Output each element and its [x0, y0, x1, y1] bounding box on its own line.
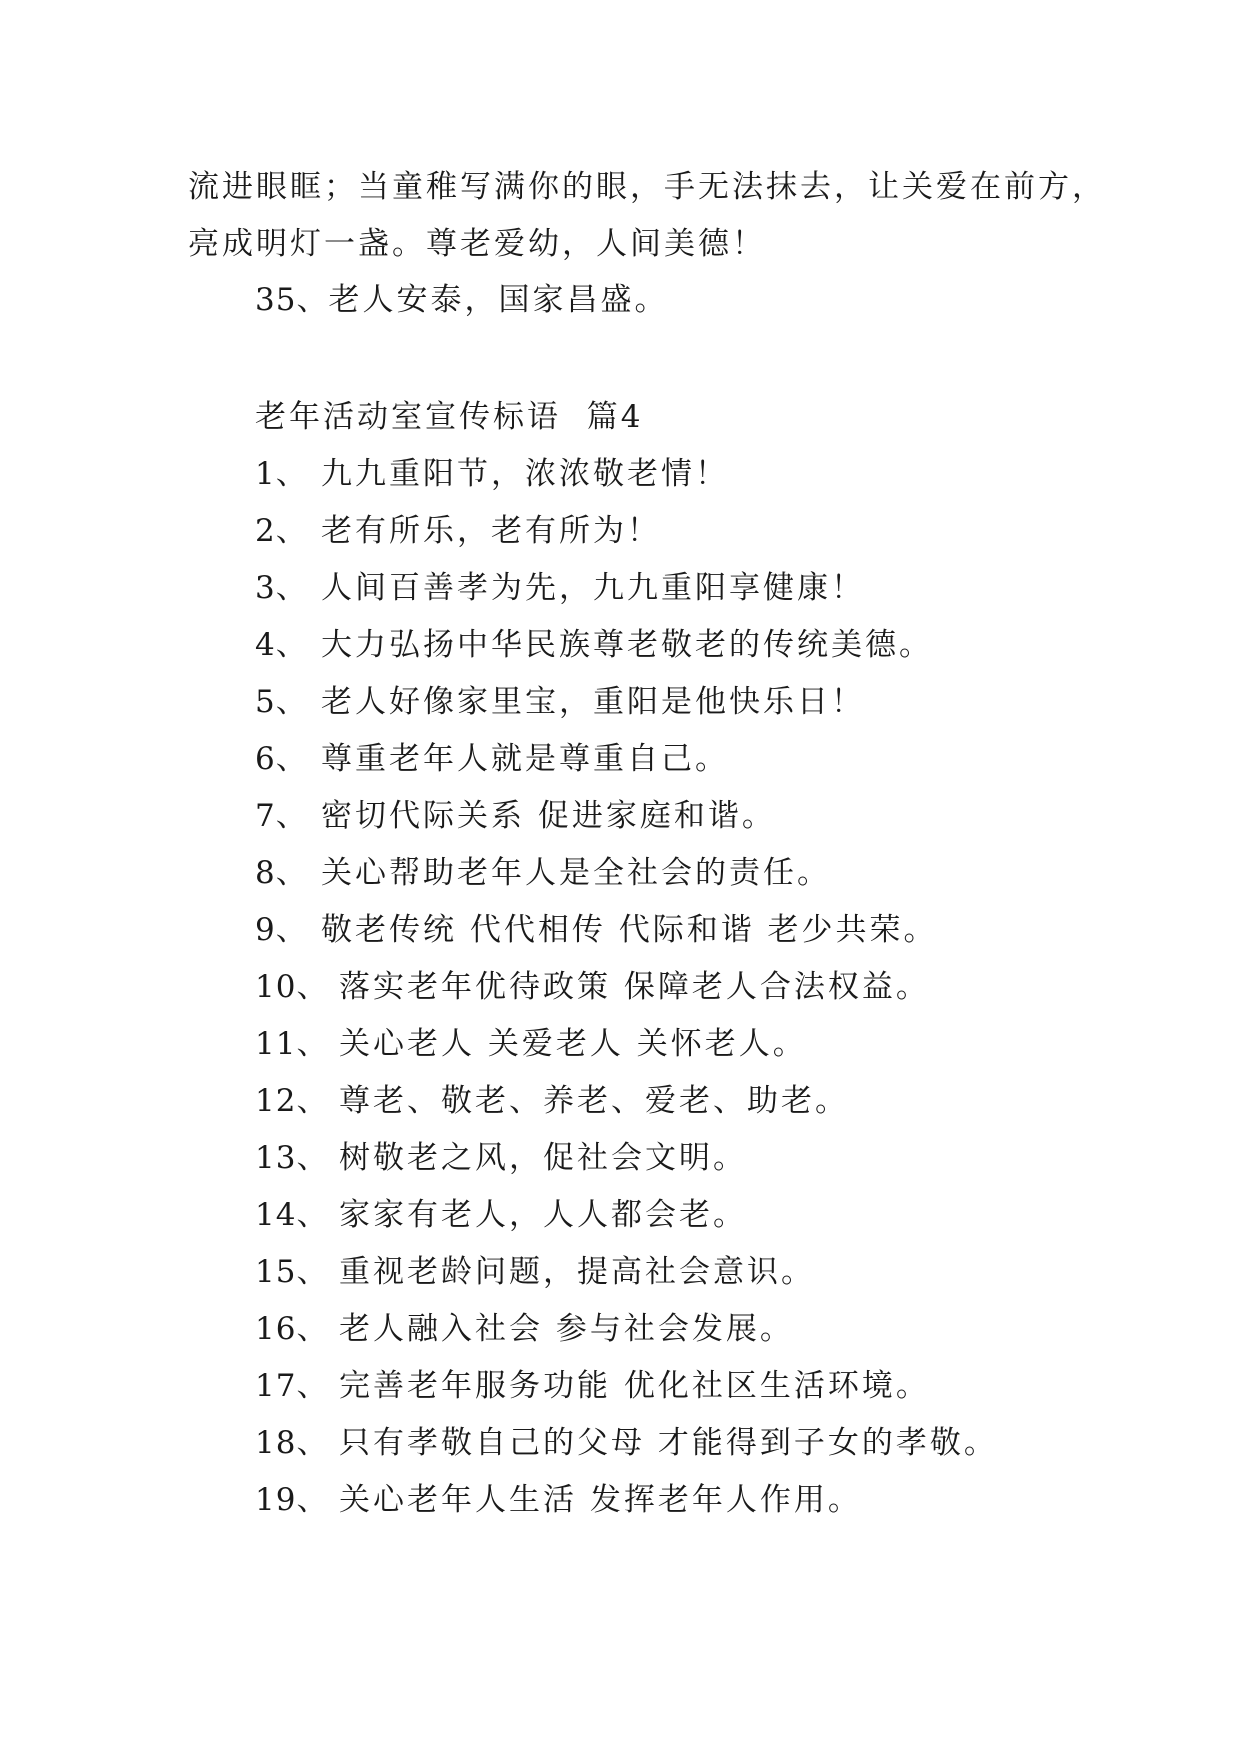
item-number: 2、	[255, 513, 308, 549]
item-number: 18、	[255, 1425, 329, 1461]
list-item	[255, 1024, 807, 1064]
list-item	[255, 625, 933, 665]
item-text: 尊重老年人就是尊重自己。	[321, 741, 729, 777]
item-text: 尊老、敬老、养老、爱老、助老。	[339, 1083, 849, 1119]
item-text: 落实老年优待政策 保障老人合法权益。	[339, 969, 930, 1005]
item-text: 重视老龄问题，提高社会意识。	[339, 1254, 815, 1290]
item-text: 老人融入社会 参与社会发展。	[339, 1311, 794, 1347]
intro-line-2: 亮成明灯一盏。尊老爱幼，人间美德！	[188, 226, 766, 262]
list-item	[255, 1309, 794, 1349]
item-number: 10、	[255, 969, 329, 1005]
item-text: 关心老人 关爱老人 关怀老人。	[339, 1026, 807, 1062]
item-number: 15、	[255, 1254, 329, 1290]
item-number: 8、	[255, 855, 308, 891]
list-item	[255, 796, 776, 836]
item-number: 1、	[255, 456, 308, 492]
item-text: 完善老年服务功能 优化社区生活环境。	[339, 1368, 930, 1404]
list-item	[255, 1138, 747, 1178]
list-item	[255, 910, 938, 950]
list-item	[255, 568, 865, 608]
list-item	[255, 1195, 747, 1235]
item-number: 11、	[255, 1026, 329, 1062]
item-number: 7、	[255, 798, 308, 834]
item-number: 16、	[255, 1311, 329, 1347]
list-item	[255, 1366, 930, 1406]
item-number: 3、	[255, 570, 308, 606]
item-text: 人间百善孝为先，九九重阳享健康！	[321, 570, 865, 606]
item-text: 树敬老之风，促社会文明。	[339, 1140, 747, 1176]
list-item	[255, 1252, 815, 1292]
list-item	[255, 1081, 849, 1121]
item-text: 家家有老人，人人都会老。	[339, 1197, 747, 1233]
item-number: 14、	[255, 1197, 329, 1233]
item-text: 大力弘扬中华民族尊老敬老的传统美德。	[321, 627, 933, 663]
item-number: 35、	[255, 282, 329, 318]
item-text: 老人好像家里宝，重阳是他快乐日！	[321, 684, 865, 720]
section-title: 老年活动室宣传标语 篇4	[255, 399, 644, 435]
item-number: 12、	[255, 1083, 329, 1119]
item-number: 17、	[255, 1368, 329, 1404]
item-text: 敬老传统 代代相传 代际和谐 老少共荣。	[321, 912, 938, 948]
item-text: 老有所乐，老有所为！	[321, 513, 661, 549]
item-number: 4、	[255, 627, 308, 663]
intro-line-1: 流进眼眶；当童稚写满你的眼，手无法抹去，让关爱在前方，	[188, 169, 1106, 205]
item-number: 5、	[255, 684, 308, 720]
list-item	[255, 454, 729, 494]
list-item	[255, 967, 930, 1007]
item-text: 只有孝敬自己的父母 才能得到子女的孝敬。	[339, 1425, 998, 1461]
list-item	[255, 1423, 998, 1463]
item-text: 关心帮助老年人是全社会的责任。	[321, 855, 831, 891]
item-number: 13、	[255, 1140, 329, 1176]
list-item-35	[255, 280, 668, 320]
list-item	[255, 853, 831, 893]
item-number: 6、	[255, 741, 308, 777]
item-text: 密切代际关系 促进家庭和谐。	[321, 798, 776, 834]
list-item	[255, 682, 865, 722]
item-text: 九九重阳节，浓浓敬老情！	[321, 456, 729, 492]
list-item	[255, 1480, 862, 1520]
list-item	[255, 511, 661, 551]
item-text: 老人安泰，国家昌盛。	[328, 282, 669, 318]
item-number: 9、	[255, 912, 308, 948]
item-text: 关心老年人生活 发挥老年人作用。	[339, 1482, 862, 1518]
item-number: 19、	[255, 1482, 329, 1518]
list-item	[255, 739, 729, 779]
